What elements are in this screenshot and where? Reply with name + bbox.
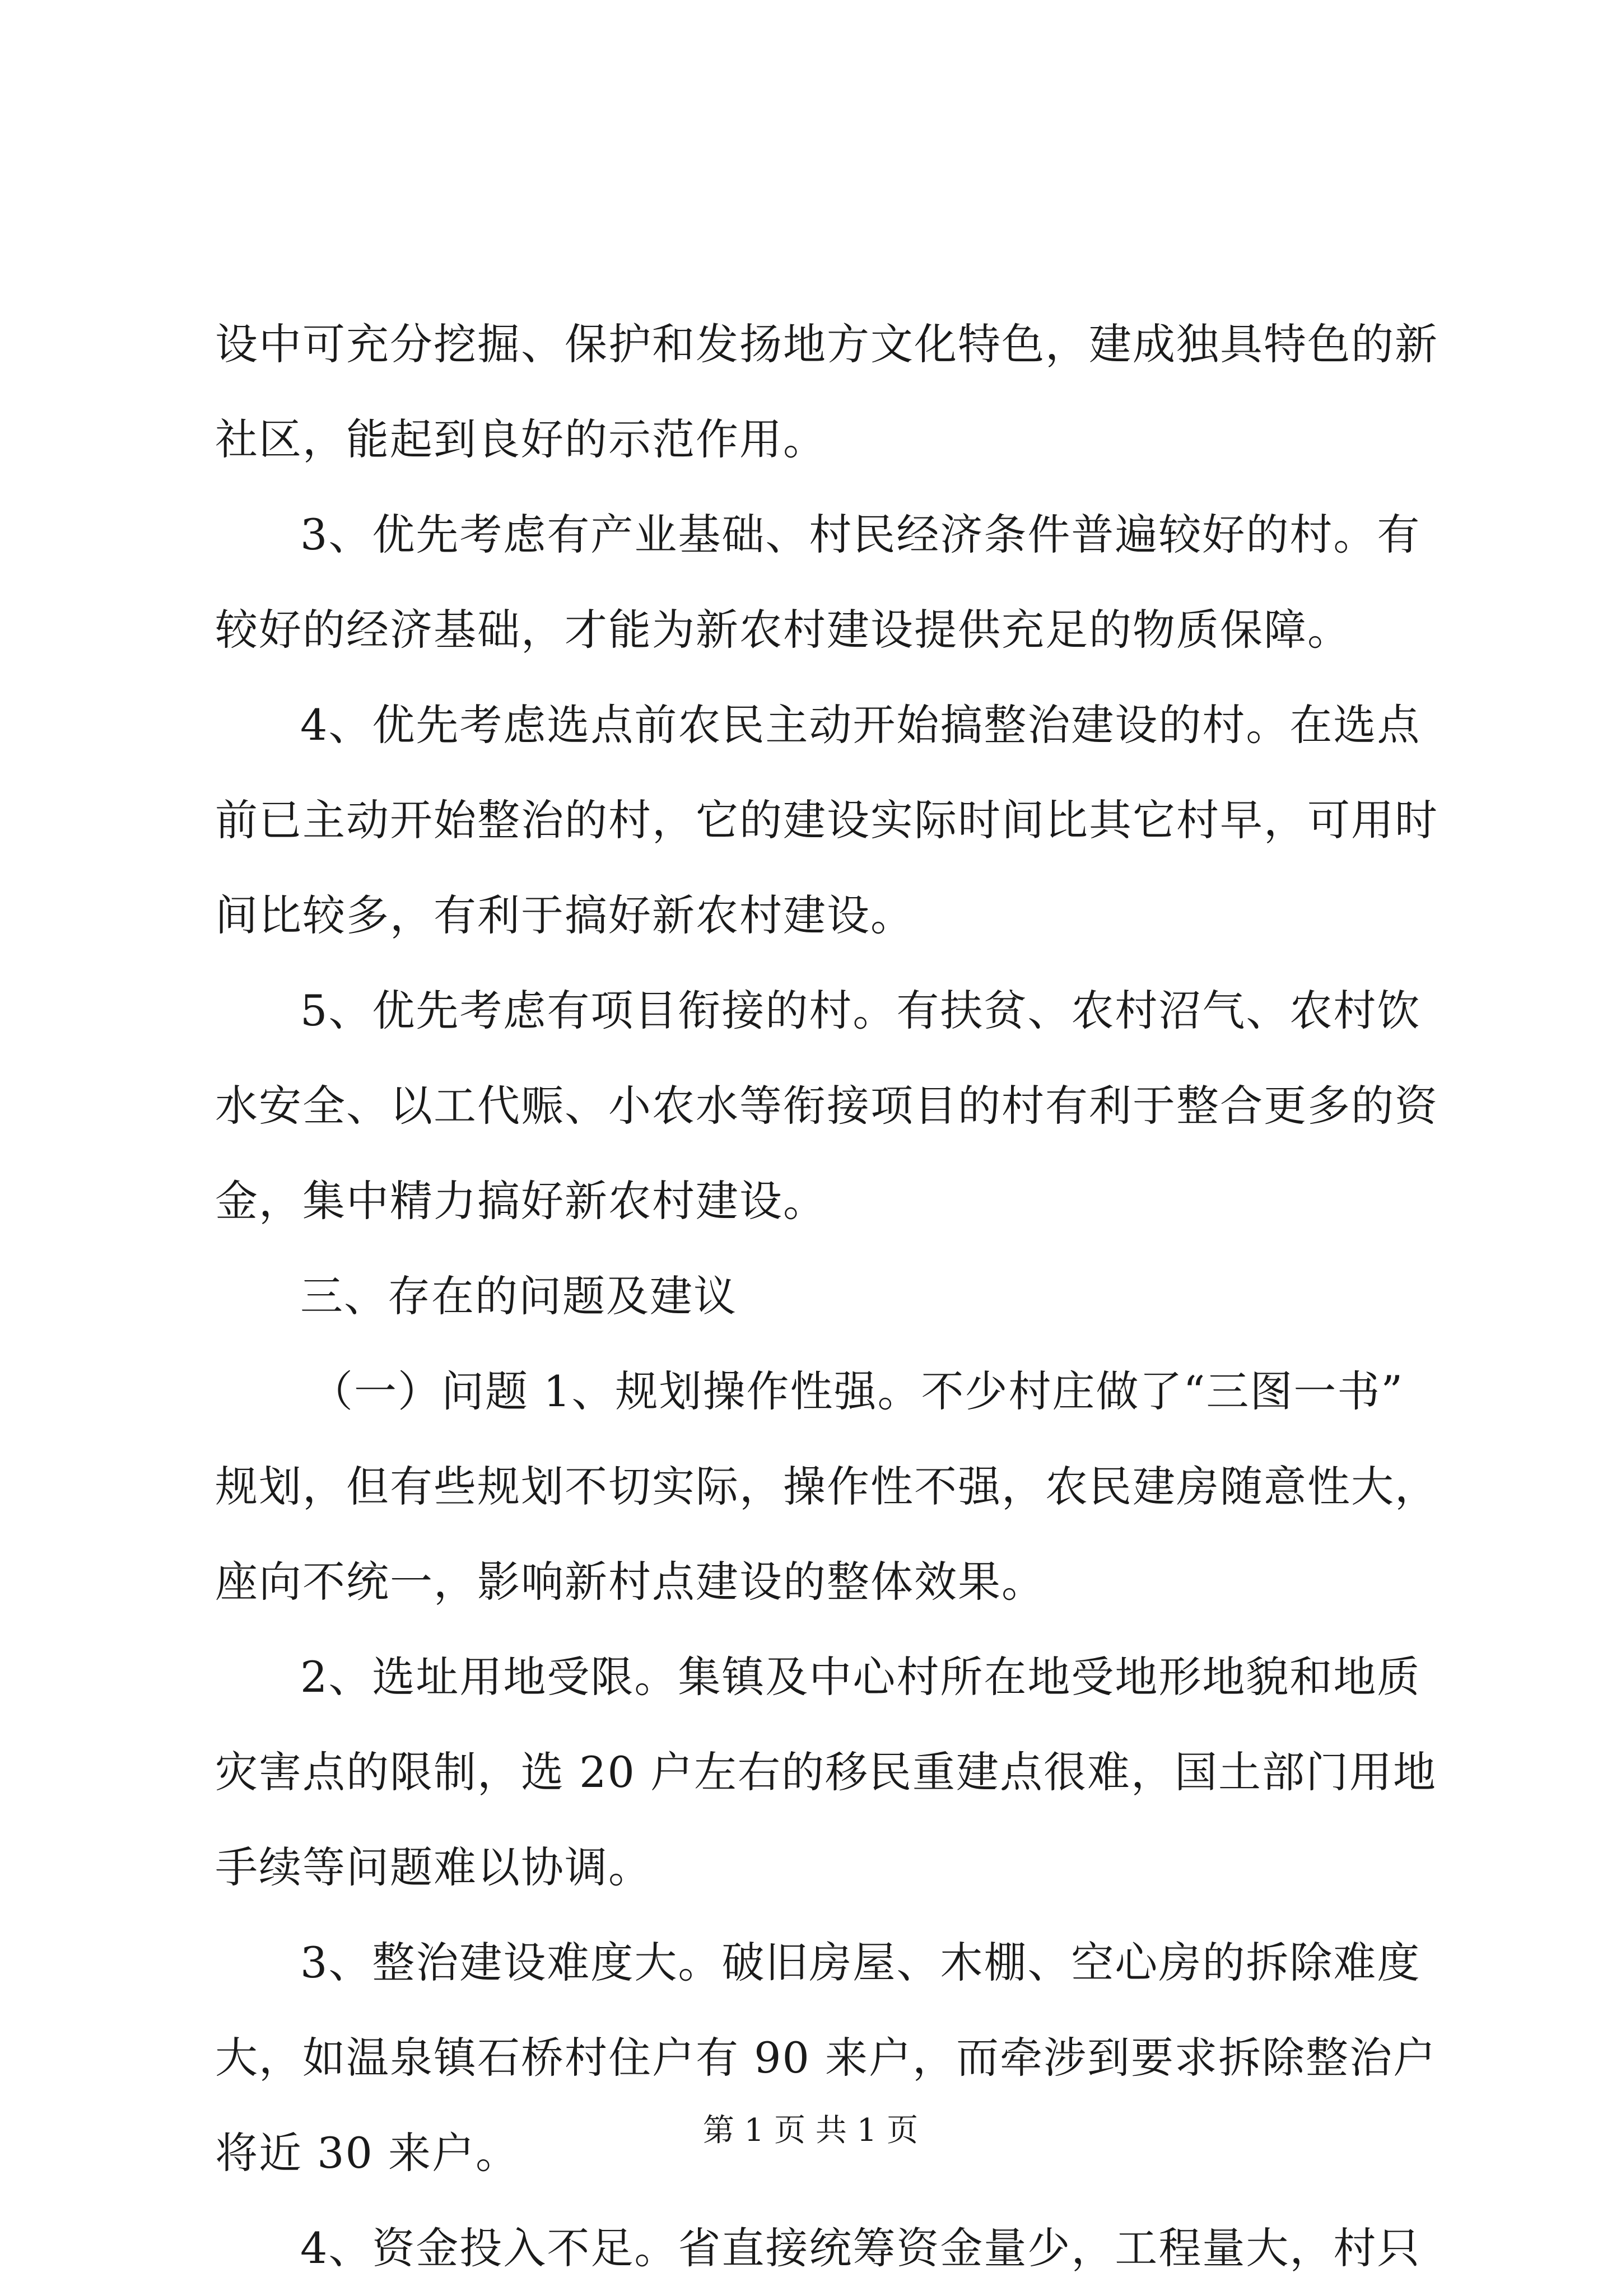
text-line: 水安全、以工代赈、小农水等衔接项目的村有利于整合更多的资 [215,1081,1438,1131]
text-line: 座向不统一，影响新村点建设的整体效果。 [215,1557,1045,1607]
paragraph-line: 5、优先考虑有项目衔接的村。有扶贫、农村沼气、农村饮 [300,986,1421,1035]
text-line: 社区，能起到良好的示范作用。 [215,414,827,464]
text-line: 较好的经济基础，才能为新农村建设提供充足的物质保障。 [215,605,1351,655]
paragraph-line: 4、资金投入不足。省直接统筹资金量少，工程量大，村只 [300,2223,1421,2273]
text-line: 手续等问题难以协调。 [215,1842,652,1892]
text-line: 金，集中精力搞好新农村建设。 [215,1176,827,1226]
paragraph-line: 3、整治建设难度大。破旧房屋、木棚、空心房的拆除难度 [300,1938,1421,1987]
paragraph-line: 2、选址用地受限。集镇及中心村所在地受地形地貌和地质 [300,1652,1421,1702]
paragraph-line: （一）问题 1、规划操作性强。不少村庄做了“三图一书” [310,1366,1404,1416]
paragraph-line: 4、优先考虑选点前农民主动开始搞整治建设的村。在选点 [300,700,1421,750]
paragraph-line: 3、优先考虑有产业基础、村民经济条件普遍较好的村。有 [300,510,1421,559]
text-line: 设中可充分挖掘、保护和发扬地方文化特色，建成独具特色的新 [215,319,1438,369]
text-line: 规划，但有些规划不切实际，操作性不强，农民建房随意性大， [215,1462,1438,1511]
text-line: 将近 30 来户。 [215,2128,520,2178]
text-line: 灾害点的限制，选 20 户左右的移民重建点很难，国土部门用地 [215,1747,1437,1797]
section-heading: 三、存在的问题及建议 [300,1271,737,1321]
page-footer: 第 1 页 共 1 页 [702,2112,919,2149]
text-line: 间比较多，有利于搞好新农村建设。 [215,890,914,940]
body-text [215,297,1438,2296]
text-line: 前已主动开始整治的村，它的建设实际时间比其它村早，可用时 [215,795,1438,845]
text-line: 大，如温泉镇石桥村住户有 90 来户，而牵涉到要求拆除整治户 [215,2033,1437,2083]
